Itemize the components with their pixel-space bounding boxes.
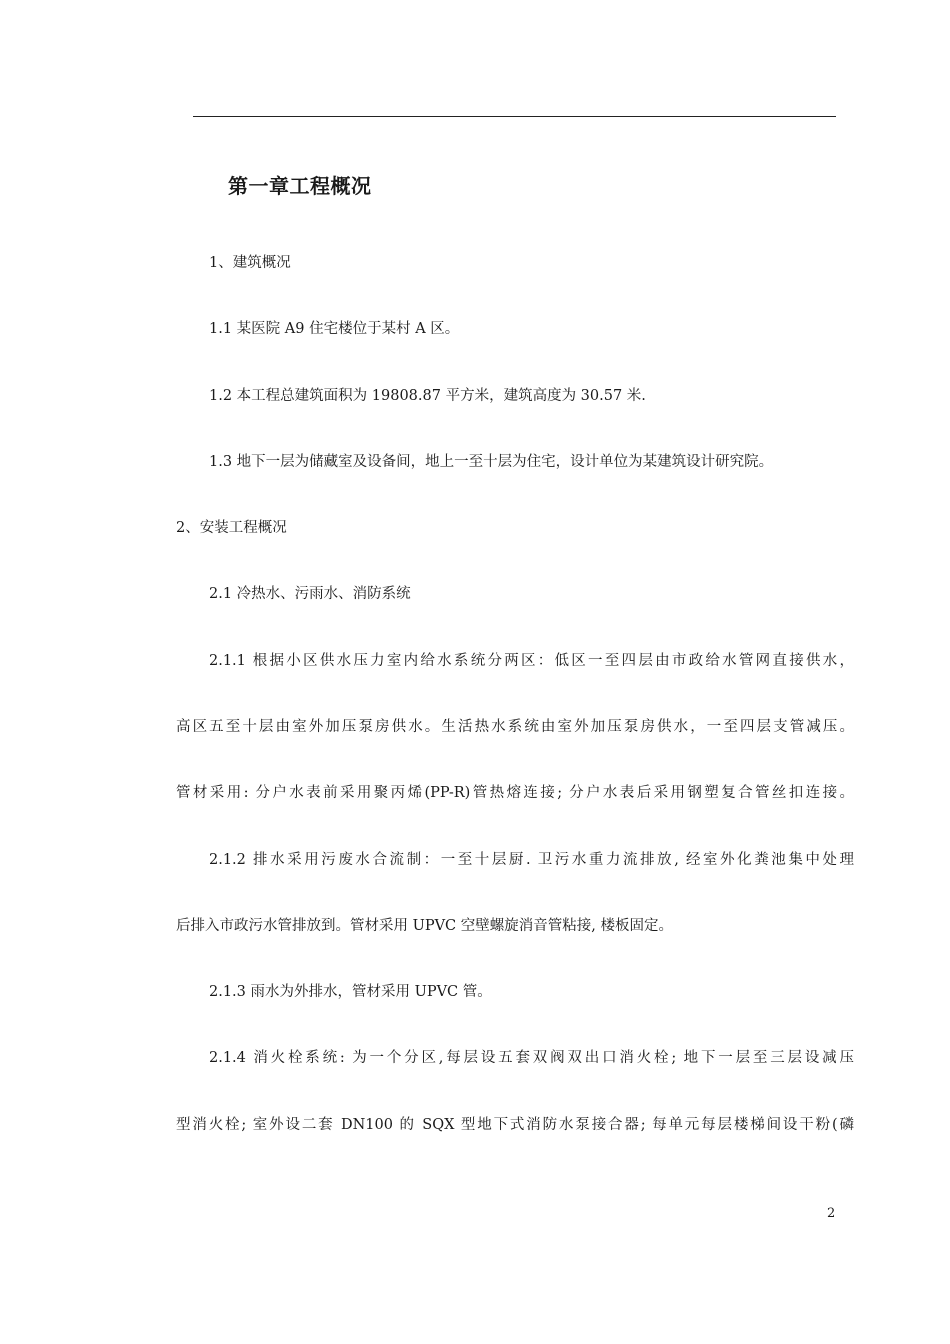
paragraph-2-1-1-line-3: 管材采用: 分户水表前采用聚丙烯(PP-R)管热熔连接; 分户水表后采用钢塑复合管丝扣连接。 [176,785,854,801]
paragraph-1-1: 1.1 某医院 A9 住宅楼位于某村 A 区。 [209,321,460,337]
paragraph-2-1-4-line-1: 2.1.4 消火栓系统: 为一个分区,每层设五套双阀双出口消火栓; 地下一层至三层设减压 [209,1050,854,1066]
header-rule [193,116,836,117]
subsection-heading-2-1: 2.1 冷热水、污雨水、消防系统 [209,586,411,602]
paragraph-2-1-3: 2.1.3 雨水为外排水，管材采用 UPVC 管。 [209,984,492,1000]
paragraph-2-1-2-line-2: 后排入市政污水管排放到。管材采用 UPVC 空壁螺旋消音管粘接, 楼板固定。 [176,918,673,934]
section-heading-installation: 2、安装工程概况 [176,520,287,536]
paragraph-2-1-1-line-1: 2.1.1 根据小区供水压力室内给水系统分两区：低区一至四层由市政给水管网直接供水， [209,653,854,669]
paragraph-2-1-4-line-2: 型消火栓; 室外设二套 DN100 的 SQX 型地下式消防水泵接合器; 每单元每层楼梯间设干粉(磷 [176,1117,854,1133]
chapter-title: 第一章工程概况 [228,174,372,198]
section-heading-building: 1、建筑概况 [209,255,291,271]
page-number: 2 [827,1206,836,1221]
paragraph-2-1-1-line-2: 高区五至十层由室外加压泵房供水。生活热水系统由室外加压泵房供水，一至四层支管减压。 [176,719,854,735]
paragraph-2-1-2-line-1: 2.1.2 排水采用污废水合流制：一至十层厨. 卫污水重力流排放, 经室外化粪池集中处理 [209,852,854,868]
paragraph-1-3: 1.3 地下一层为储藏室及设备间，地上一至十层为住宅，设计单位为某建筑设计研究院。 [209,454,774,470]
paragraph-1-2: 1.2 本工程总建筑面积为 19808.87 平方米，建筑高度为 30.57 米. [209,388,646,404]
